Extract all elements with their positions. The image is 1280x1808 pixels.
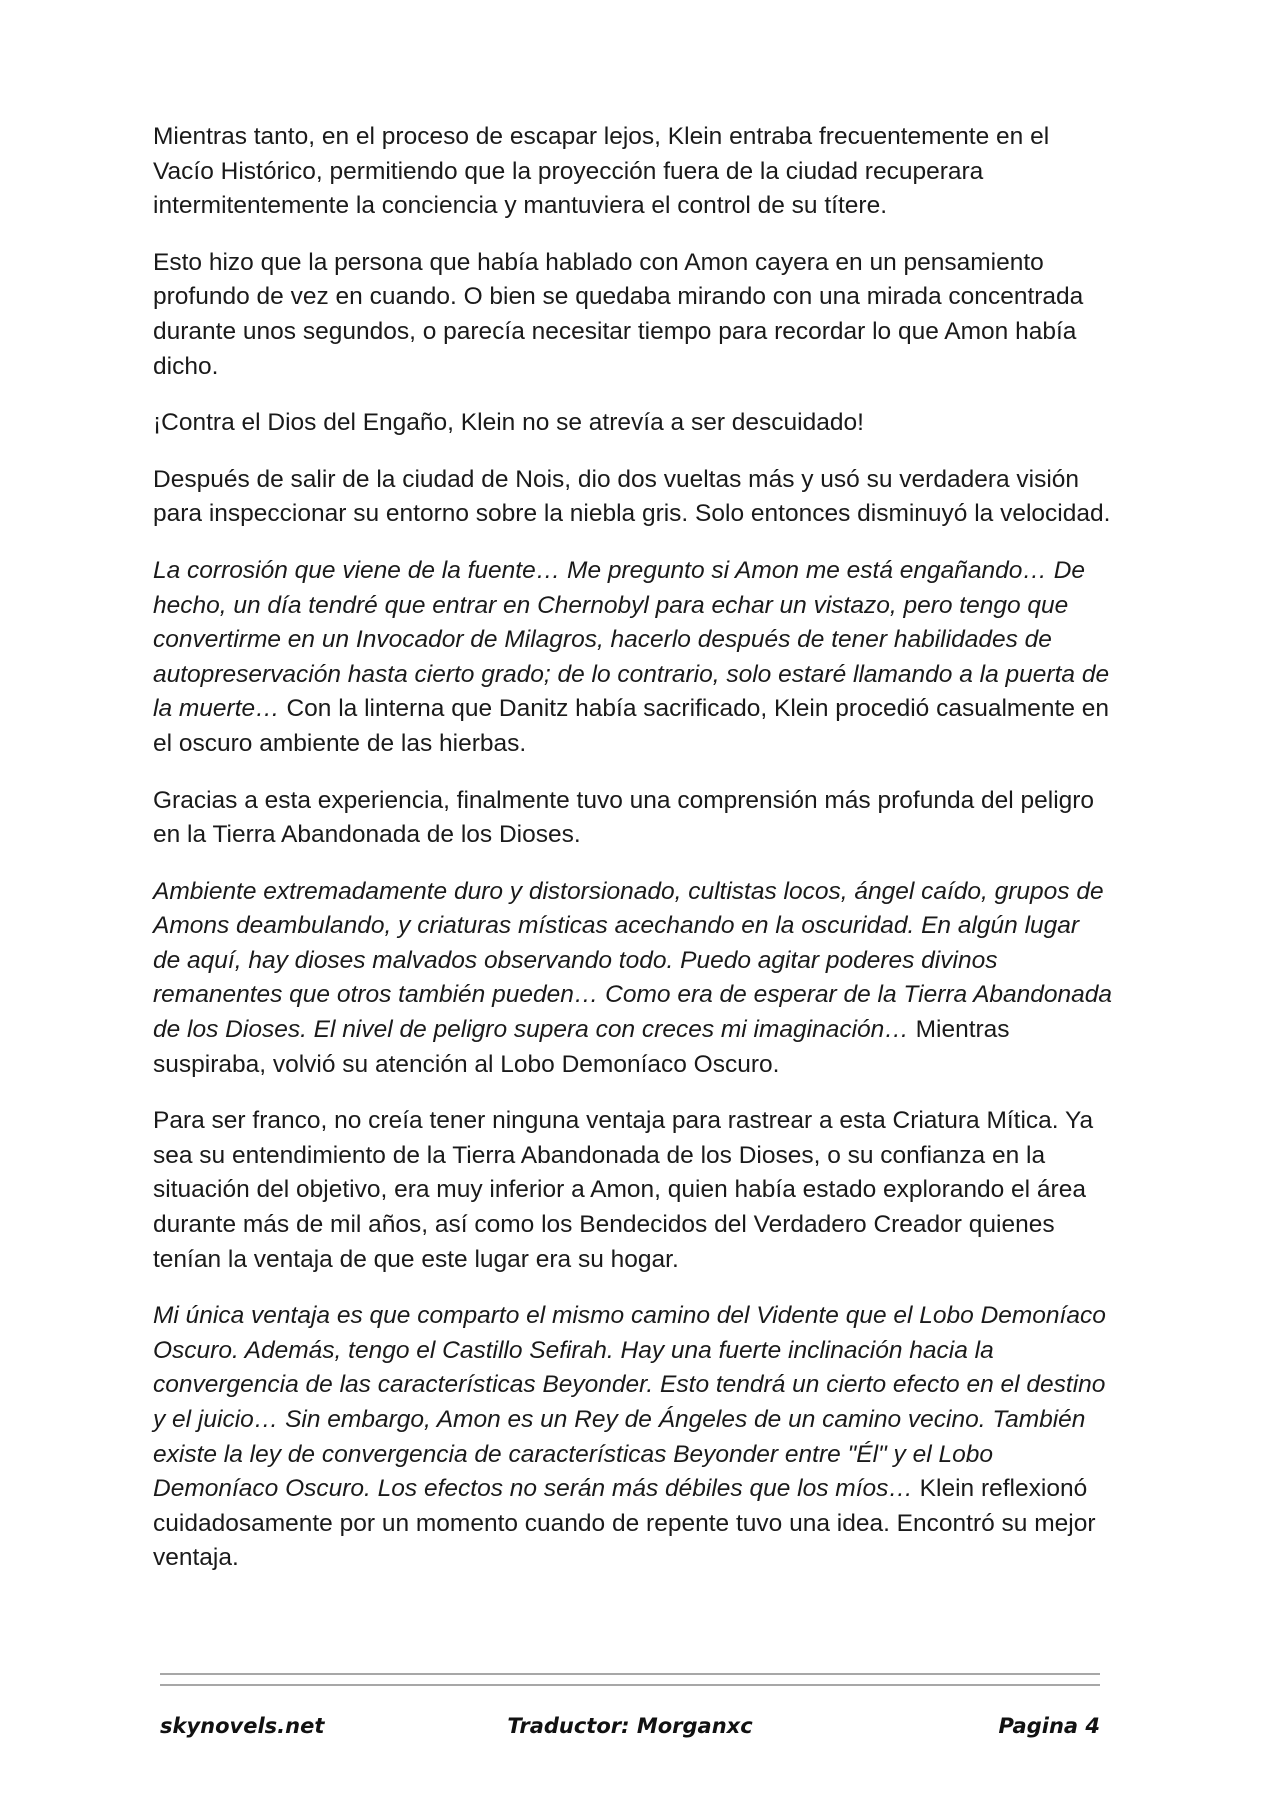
paragraph	[153, 1299, 1113, 1576]
narration-text: ¡Contra el Dios del Engaño, Klein no se atrevía a ser descuidado!	[153, 409, 864, 437]
narration-text: Mientras tanto, en el proceso de escapar lejos, Klein entraba frecuentemente en el Vacío Histórico, permitiendo que la proyección fuera de la ciudad recuperara intermitentemente la conciencia y mantuviera el control de su títere.	[153, 123, 1050, 220]
page-footer	[160, 1714, 1100, 1748]
thought-text: Mi única ventaja es que comparto el mismo camino del Vidente que el Lobo Demoníaco Oscuro. Además, tengo el Castillo Sefirah. Hay una fuerte inclinación hacia la convergencia de las características Beyonder. Esto tendrá un cierto efecto en el destino y el juicio… Sin embargo, Amon es un Rey de Ángeles de un camino vecino. También existe la ley de convergencia de características Beyonder entre "Él" y el Lobo Demoníaco Oscuro. Los efectos no serán más débiles que los míos…	[153, 1302, 1106, 1503]
paragraph	[153, 1104, 1113, 1277]
footer-site-name: skynovels.net	[160, 1714, 325, 1738]
thought-text: Ambiente extremadamente duro y distorsionado, cultistas locos, ángel caído, grupos de Amons deambulando, y criaturas místicas acechando en la oscuridad. En algún lugar de aquí, hay dioses malvados observando todo. Puedo agitar poderes divinos remanentes que otros también pueden… Como era de esperar de la Tierra Abandonada de los Dioses. El nivel de peligro supera con creces mi imaginación…	[153, 877, 1113, 1044]
paragraph	[153, 463, 1113, 532]
chapter-text	[153, 120, 1113, 1598]
footer-divider-top	[160, 1673, 1100, 1675]
narration-text: Mientras suspiraba, volvió su atención al Lobo Demoníaco Oscuro.	[153, 1016, 1010, 1078]
narration-text: Para ser franco, no creía tener ninguna ventaja para rastrear a esta Criatura Mítica. Ya sea su entendimiento de la Tierra Abandonada de los Dioses, o su confianza en la situación del objetivo, era muy inferior a Amon, quien había estado explorando el área durante más de mil años, así como los Bendecidos del Verdadero Creador quienes tenían la ventaja de que este lugar era su hogar.	[153, 1107, 1094, 1273]
paragraph	[153, 120, 1113, 224]
footer-page-number: Pagina 4	[998, 1714, 1100, 1738]
paragraph	[153, 246, 1113, 384]
narration-text: Esto hizo que la persona que había hablado con Amon cayera en un pensamiento profundo de vez en cuando. O bien se quedaba mirando con una mirada concentrada durante unos segundos, o parecía necesitar tiempo para recordar lo que Amon había dicho.	[153, 248, 1084, 380]
paragraph	[153, 784, 1113, 853]
thought-text: La corrosión que viene de la fuente… Me pregunto si Amon me está engañando… De hecho, un día tendré que entrar en Chernobyl para echar un vistazo, pero tengo que convertirme en un Invocador de Milagros, hacerlo después de tener habilidades de autopreservación hasta cierto grado; de lo contrario, solo estaré llamando a la puerta de la muerte…	[153, 556, 1110, 723]
narration-text: Con la linterna que Danitz había sacrificado, Klein procedió casualmente en el oscuro ambiente de las hierbas.	[153, 695, 1110, 757]
paragraph	[153, 875, 1113, 1083]
narration-text: Después de salir de la ciudad de Nois, dio dos vueltas más y usó su verdadera visión para inspeccionar su entorno sobre la niebla gris. Solo entonces disminuyó la velocidad.	[153, 465, 1111, 528]
paragraph	[153, 406, 1113, 441]
paragraph	[153, 554, 1113, 762]
footer-translator: Traductor: Morganxc	[507, 1714, 753, 1738]
narration-text: Gracias a esta experiencia, finalmente tuvo una comprensión más profunda del peligro en la Tierra Abandonada de los Dioses.	[153, 786, 1095, 849]
narration-text: Klein reflexionó cuidadosamente por un momento cuando de repente tuvo una idea. Encontró su mejor ventaja.	[153, 1475, 1096, 1572]
footer-divider-bottom	[160, 1684, 1100, 1686]
